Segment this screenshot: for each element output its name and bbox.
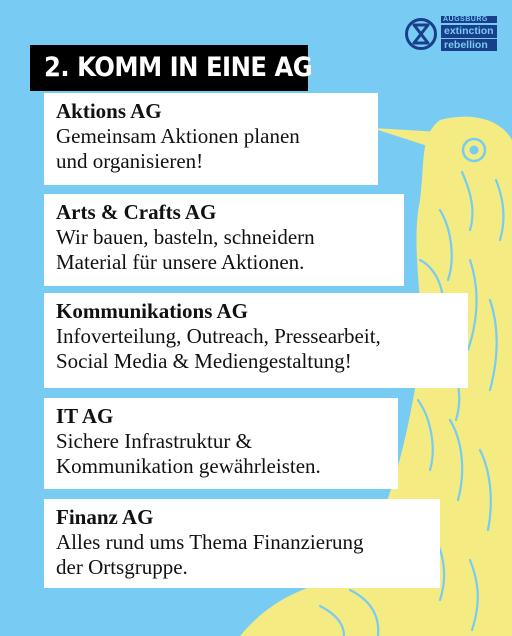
card-line: Wir bauen, basteln, schneidern xyxy=(56,225,315,249)
card-title: IT AG xyxy=(56,404,114,428)
logo-city: AUGSBURG xyxy=(441,16,497,23)
card-description xyxy=(56,225,392,275)
extinction-hourglass-icon xyxy=(404,17,438,51)
card-title: Aktions AG xyxy=(56,99,162,123)
card-aktions-ag xyxy=(44,93,378,185)
extinction-rebellion-logo xyxy=(404,16,497,51)
card-line: Sichere Infrastruktur & xyxy=(56,429,252,453)
card-description xyxy=(56,530,428,580)
card-line: und organisieren! xyxy=(56,149,204,173)
page-title: 2. KOMM IN EINE AG xyxy=(30,45,308,91)
card-line: Social Media & Mediengestaltung! xyxy=(56,349,352,373)
card-title: Arts & Crafts AG xyxy=(56,200,217,224)
card-it-ag xyxy=(44,398,398,489)
card-line: der Ortsgruppe. xyxy=(56,555,188,579)
logo-line2: rebellion xyxy=(441,39,497,52)
card-line: Infoverteilung, Outreach, Pressearbeit, xyxy=(56,324,381,348)
card-description xyxy=(56,124,366,174)
card-line: Alles rund ums Thema Finanzierung xyxy=(56,530,364,554)
card-description xyxy=(56,324,456,374)
card-title: Kommunikations AG xyxy=(56,299,248,323)
card-description xyxy=(56,429,386,479)
card-kommunikations-ag xyxy=(44,293,468,388)
logo-line1: extinction xyxy=(441,25,497,38)
card-line: Kommunikation gewährleisten. xyxy=(56,454,321,478)
card-arts-crafts-ag xyxy=(44,194,404,286)
card-line: Material für unsere Aktionen. xyxy=(56,250,305,274)
card-title: Finanz AG xyxy=(56,505,154,529)
card-finanz-ag xyxy=(44,499,440,588)
card-line: Gemeinsam Aktionen planen xyxy=(56,124,300,148)
